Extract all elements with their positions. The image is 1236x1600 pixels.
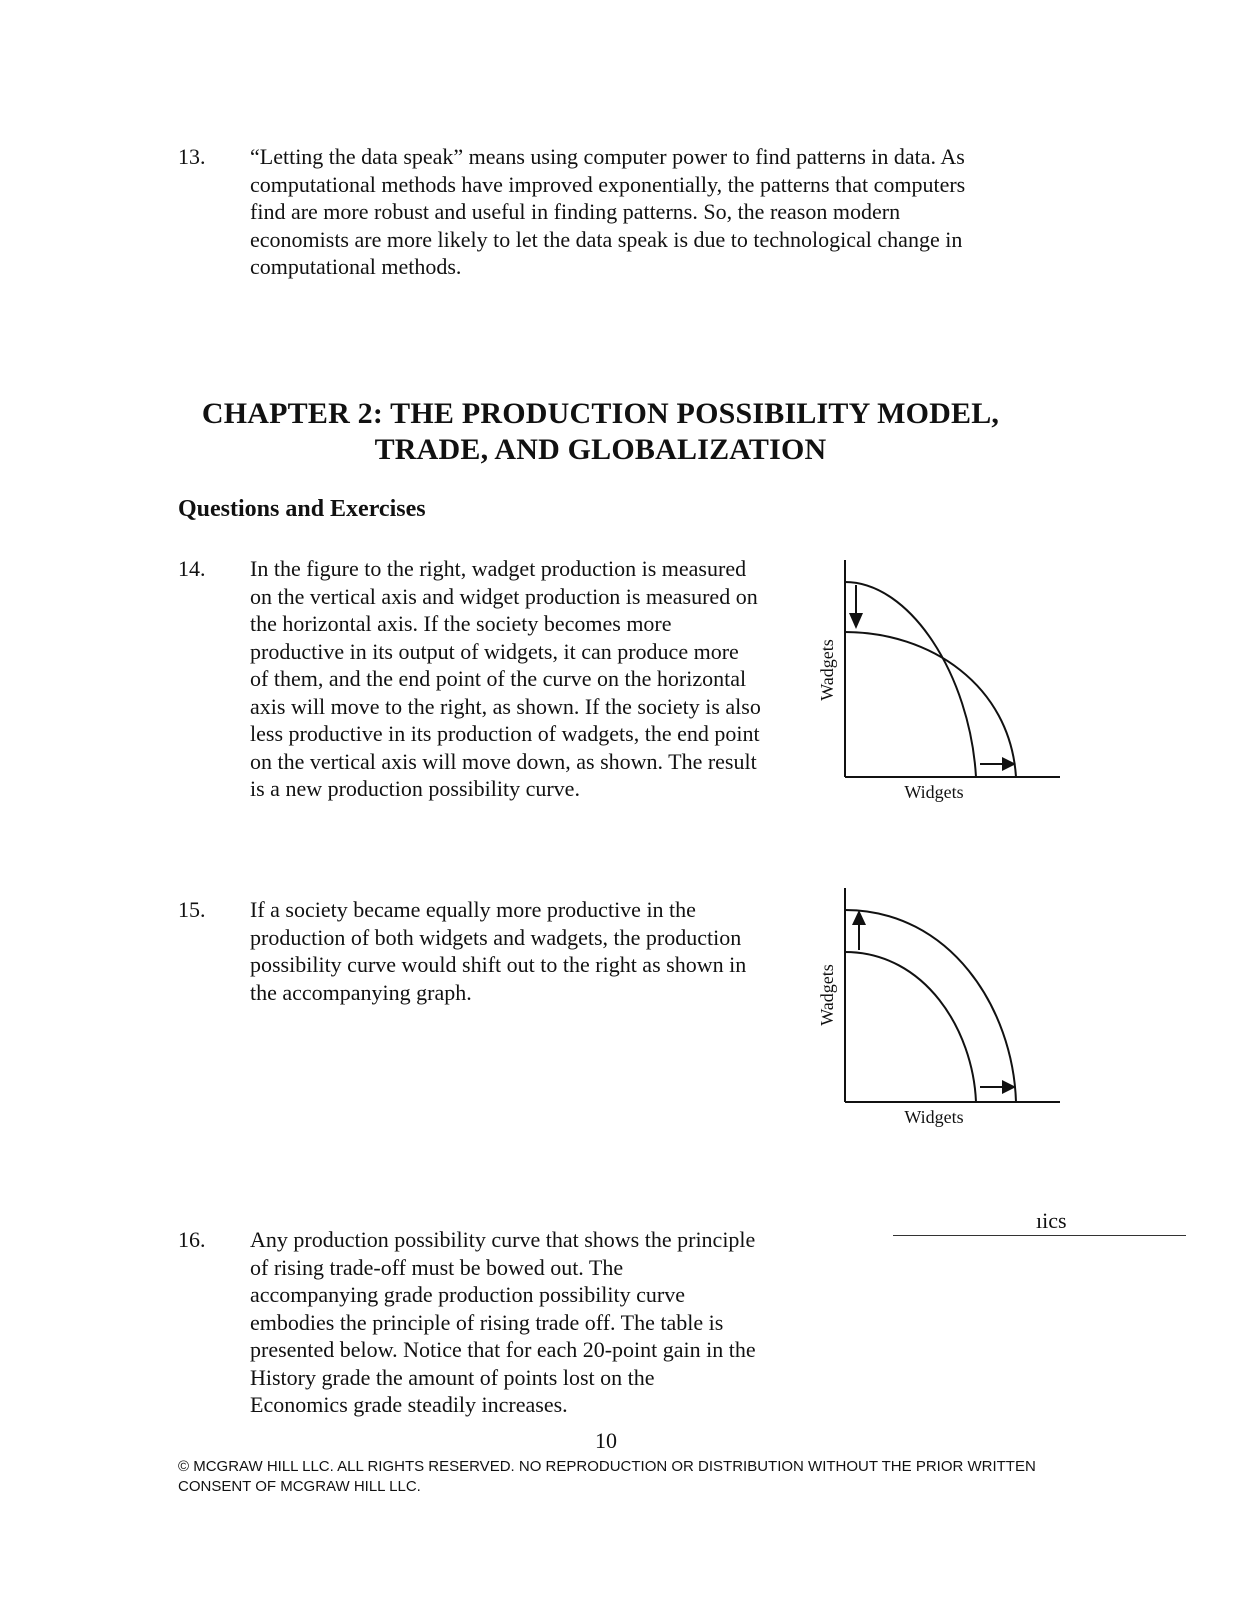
question-15-line: the accompanying graph. [250, 979, 472, 1005]
chapter-title [178, 396, 1023, 468]
question-16-line: History grade the amount of points lost on the [250, 1364, 655, 1390]
question-16-number: 16. [178, 1227, 206, 1252]
question-14-line: on the vertical axis and widget production is measured on [250, 583, 758, 609]
ppc-figure-q14 [810, 555, 1070, 810]
chapter-title-line-1: CHAPTER 2: THE PRODUCTION POSSIBILITY MODEL, [201, 397, 1000, 430]
x-axis-label: Widgets [904, 782, 964, 802]
chapter-title-line-2: TRADE, AND GLOBALIZATION [374, 433, 827, 466]
question-16-line: of rising trade-off must be bowed out. The [250, 1254, 624, 1280]
new-ppc-curve [845, 910, 1016, 1102]
up-arrow-icon [852, 910, 866, 950]
question-13-line: computational methods. [250, 254, 462, 279]
partial-figure-rule [893, 1235, 1186, 1236]
question-13-line: find are more robust and useful in finding patterns. So, the reason modern [250, 199, 901, 224]
original-ppc-curve [845, 952, 976, 1102]
question-13-line: “Letting the data speak” means using computer power to find patterns in data. As [250, 144, 965, 169]
question-15-text [250, 896, 746, 1006]
page-number: 10 [595, 1428, 617, 1453]
ppc-figure-q15 [810, 880, 1070, 1135]
section-heading: Questions and Exercises [178, 496, 426, 522]
question-16-line: Economics grade steadily increases. [250, 1392, 568, 1417]
partial-axis-label: ıics [1036, 1208, 1067, 1233]
question-14-line: of them, and the end point of the curve on the horizontal [250, 666, 747, 691]
question-15-line: production of both widgets and wadgets, the production [250, 924, 742, 950]
question-16-line: accompanying grade production possibility curve [250, 1282, 685, 1307]
y-axis-label: Wadgets [817, 964, 837, 1026]
question-14-line: productive in its output of widgets, it can produce more [250, 638, 739, 664]
question-14-number: 14. [178, 556, 206, 581]
question-14-line: less productive in its production of wadgets, the end point [250, 721, 760, 746]
question-15-number: 15. [178, 897, 206, 922]
question-13-text [250, 143, 965, 281]
question-14-line: is a new production possibility curve. [250, 776, 580, 801]
question-16-line: Any production possibility curve that shows the principle [250, 1227, 756, 1252]
right-arrow-icon [980, 1080, 1016, 1094]
y-axis-label: Wadgets [817, 639, 837, 701]
question-14-line: the horizontal axis. If the society becomes more [250, 611, 672, 636]
new-ppc-curve [845, 632, 1016, 777]
original-ppc-curve [845, 582, 976, 777]
question-14-line: In the figure to the right, wadget production is measured [250, 556, 747, 581]
question-15-line: If a society became equally more productive in the [250, 897, 696, 922]
question-14-text [250, 555, 761, 803]
footer-line-2: CONSENT OF MCGRAW HILL LLC. [178, 1478, 421, 1495]
down-arrow-icon [849, 585, 863, 629]
question-13-line: computational methods have improved exponentially, the patterns that computers [250, 171, 966, 197]
question-16-text [250, 1226, 756, 1419]
footer-line-1: © MCGRAW HILL LLC. ALL RIGHTS RESERVED. NO REPRODUCTION OR DISTRIBUTION WITHOUT THE PRIOR WRITTEN [178, 1458, 1036, 1475]
question-13-number: 13. [178, 144, 206, 169]
question-14-line: on the vertical axis will move down, as shown. The result [250, 748, 757, 774]
copyright-footer [178, 1457, 1078, 1497]
question-13-line: economists are more likely to let the data speak is due to technological change in [250, 226, 963, 252]
right-arrow-icon [980, 757, 1016, 771]
x-axis-label: Widgets [904, 1107, 964, 1127]
question-15-line: possibility curve would shift out to the right as shown in [250, 952, 747, 977]
question-14-line: axis will move to the right, as shown. If the society is also [250, 693, 761, 719]
question-16-line: embodies the principle of rising trade off. The table is [250, 1309, 724, 1335]
question-16-line: presented below. Notice that for each 20-point gain in the [250, 1337, 756, 1362]
